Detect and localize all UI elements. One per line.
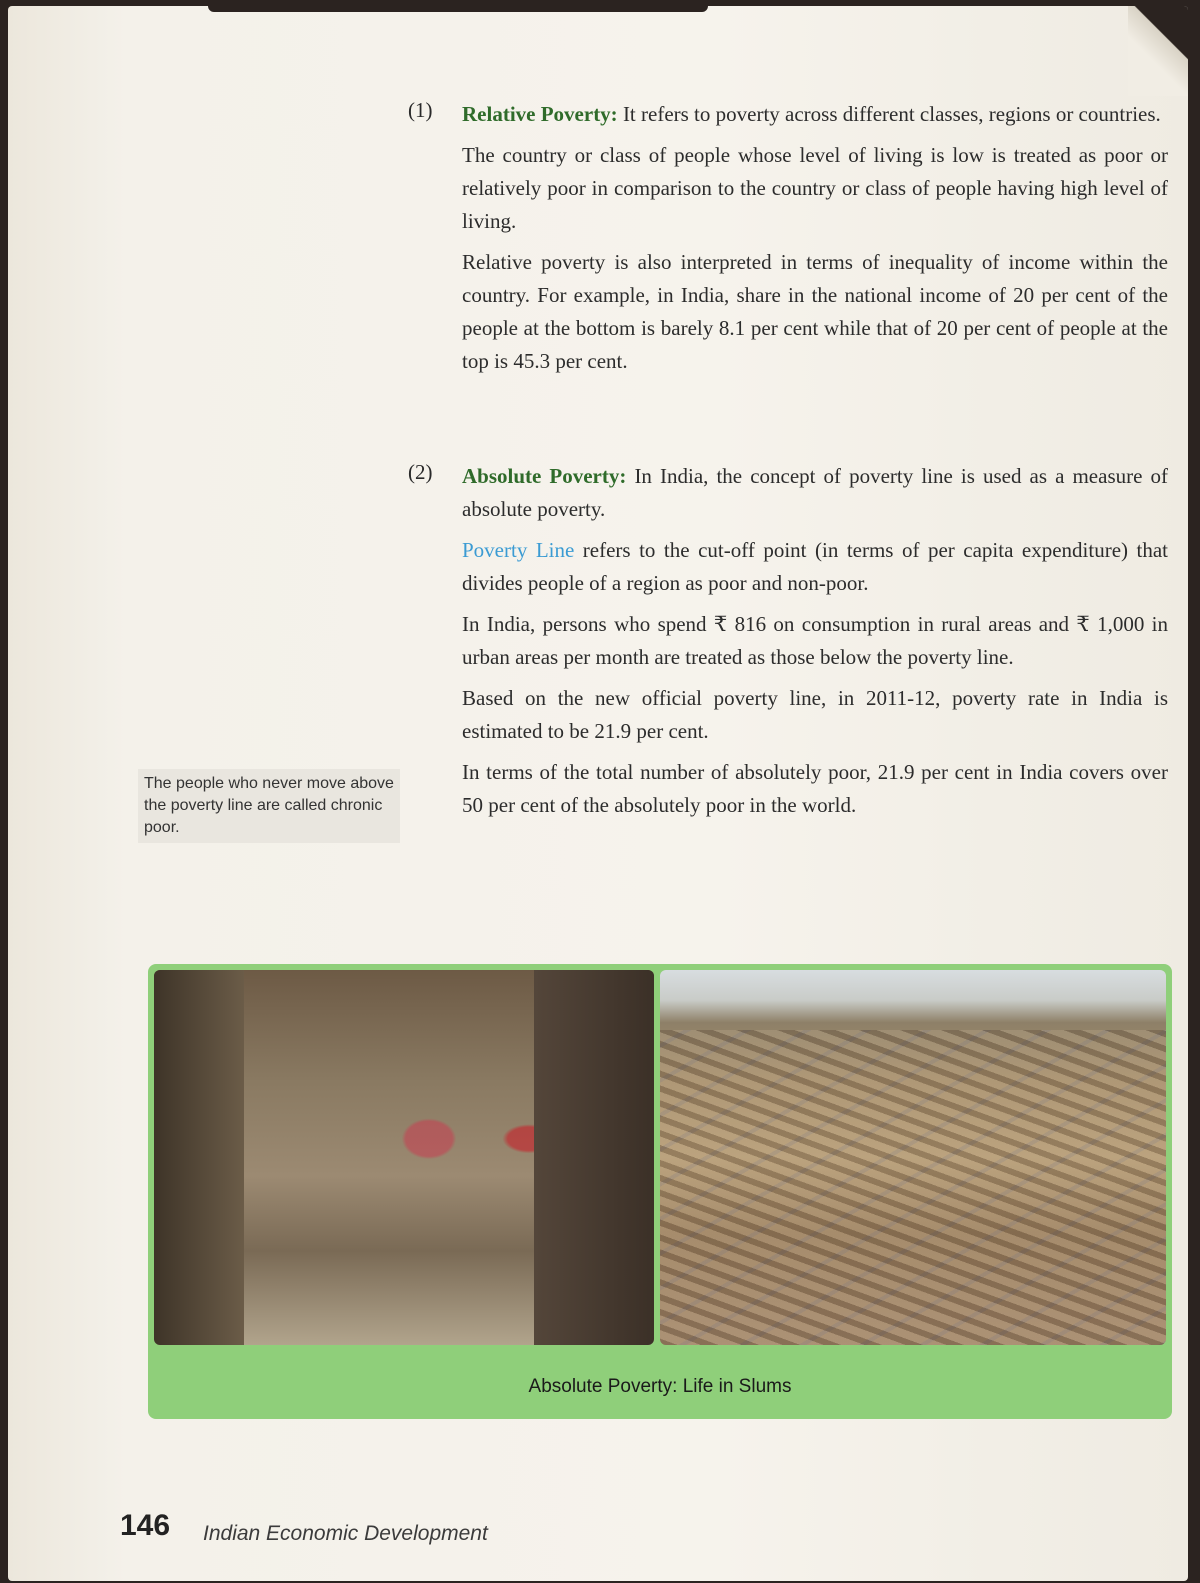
relative-poverty-lead: It refers to poverty across different classes, regions or countries. bbox=[617, 102, 1161, 126]
paragraph: Based on the new official poverty line, in 2011-12, poverty rate in India is estimated to be 21.9 per cent. bbox=[462, 686, 1168, 743]
page-top-shadow bbox=[208, 6, 708, 12]
poverty-line-term: Poverty Line bbox=[462, 538, 575, 562]
figure-caption: Absolute Poverty: Life in Slums bbox=[528, 1376, 792, 1397]
slum-street-photo bbox=[154, 970, 654, 1345]
slum-aerial-photo bbox=[660, 970, 1166, 1345]
page-curl bbox=[1128, 6, 1188, 96]
margin-note: The people who never move above the poverty line are called chronic poor. bbox=[138, 769, 400, 843]
absolute-poverty-definition bbox=[462, 460, 1168, 526]
absolute-poverty-term: Absolute Poverty: bbox=[462, 464, 627, 488]
textbook-page bbox=[8, 6, 1188, 1581]
paragraph: In terms of the total number of absolutely poor, 21.9 per cent in India covers over 50 per cent of the absolutely poor in the world. bbox=[462, 760, 1168, 817]
relative-poverty-section bbox=[408, 98, 1168, 386]
slum-roofs bbox=[660, 1030, 1166, 1345]
relative-poverty-term: Relative Poverty: bbox=[462, 102, 618, 126]
absolute-poverty-lead: In India, the concept of poverty line is used as a measure of absolute poverty. bbox=[462, 464, 1168, 521]
paragraph: In India, persons who spend ₹ 816 on consumption in rural areas and ₹ 1,000 in urban areas per month are treated as those below the poverty line. bbox=[462, 612, 1168, 669]
poverty-line-paragraph bbox=[462, 534, 1168, 600]
poverty-line-definition: refers to the cut-off point (in terms of per capita expenditure) that divides people of a region as poor and non-poor. bbox=[462, 538, 1168, 595]
page-number: 146 bbox=[120, 1509, 171, 1542]
book-title: Indian Economic Development bbox=[203, 1522, 488, 1545]
item-number: (1) bbox=[408, 98, 433, 122]
relative-poverty-definition bbox=[462, 98, 1168, 131]
absolute-poverty-section bbox=[408, 460, 1168, 830]
item-number: (2) bbox=[408, 460, 433, 484]
paragraph: The country or class of people whose level of living is low is treated as poor or relatively poor in comparison to the country or class of people having high level of living. bbox=[462, 143, 1168, 233]
paragraph: Relative poverty is also interpreted in terms of inequality of income within the country. For example, in India, share in the national income of 20 per cent of the people at the bottom is barely 8.1 per cent while that of 20 per cent of people at the top is 45.3 per cent. bbox=[462, 250, 1168, 373]
slum-figure bbox=[148, 964, 1172, 1419]
